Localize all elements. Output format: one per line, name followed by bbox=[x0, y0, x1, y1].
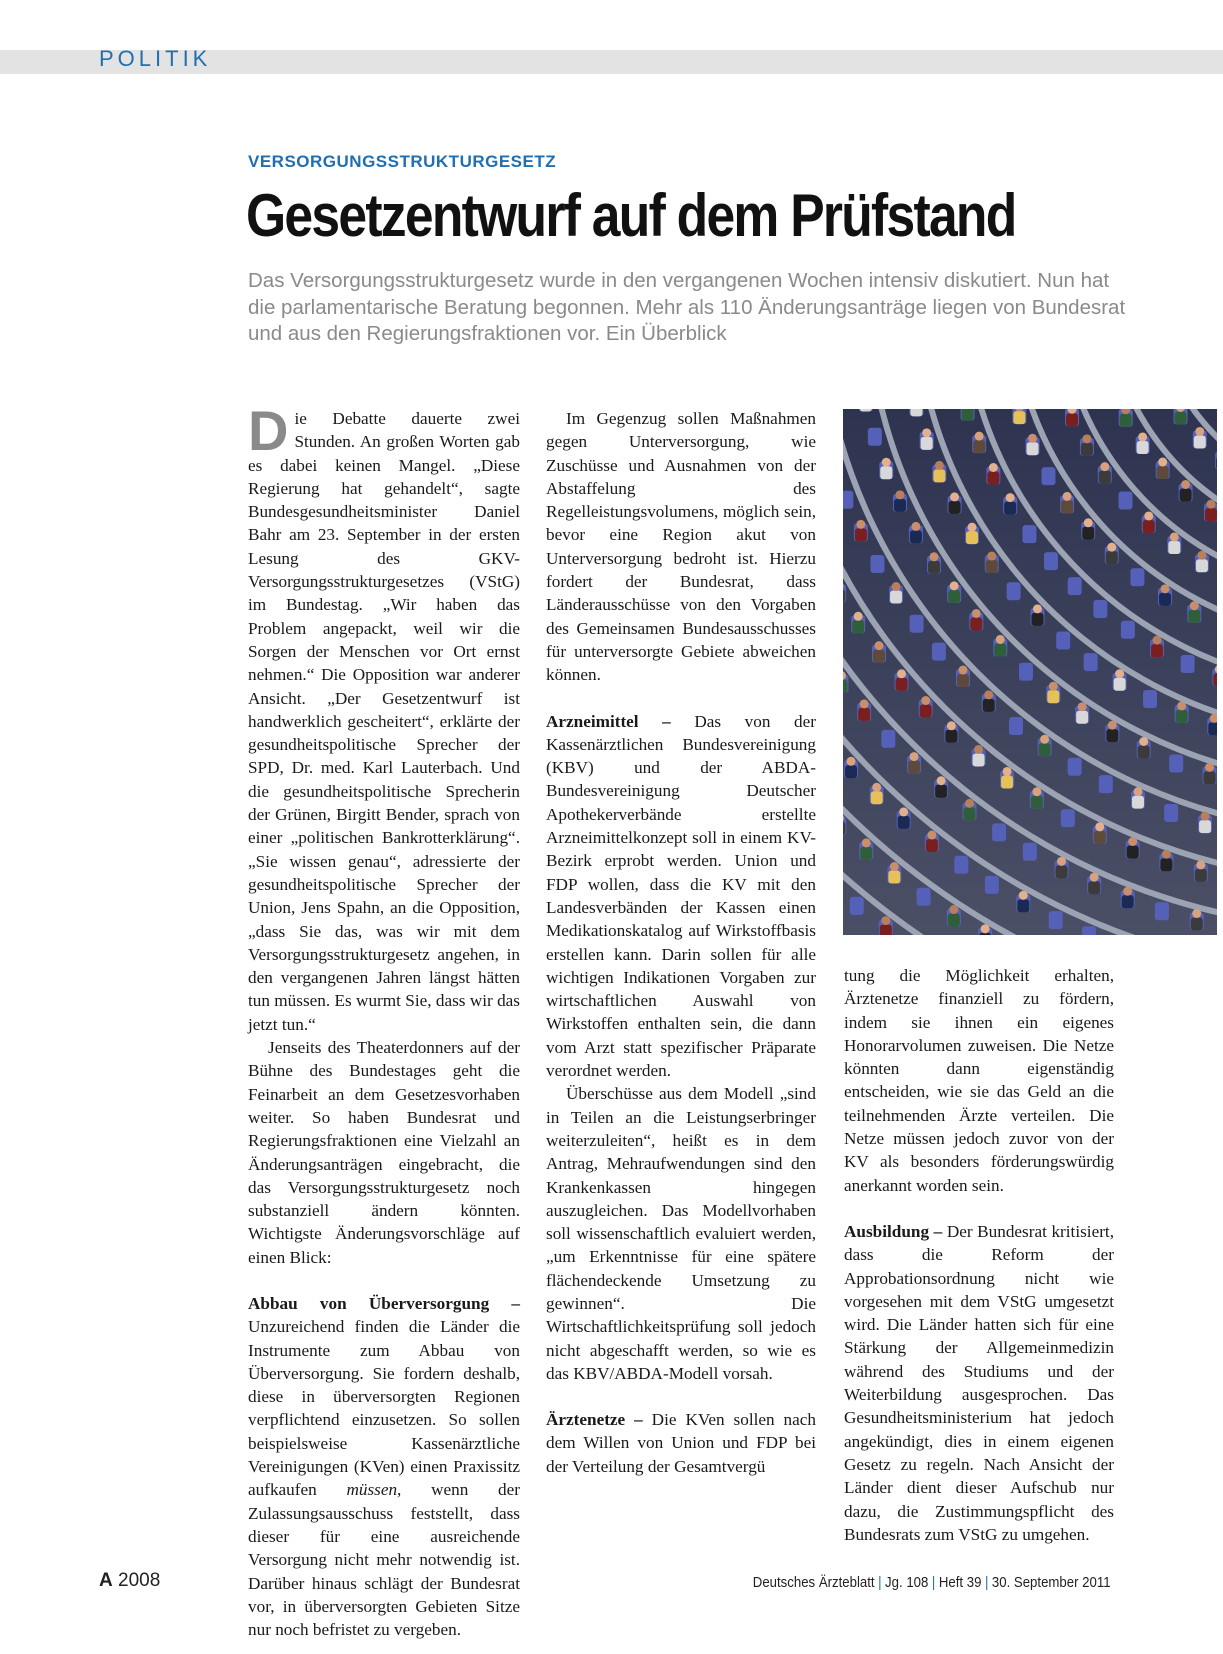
subhead-arzneimittel: Arzneimittel – bbox=[546, 711, 671, 731]
paragraph-8: Ausbildung – Der Bundesrat kritisiert, dass die Reform der Approbationsordnung nicht wie vorgesehen mit dem VStG umgesetzt wird. Die Länder hatten sich für eine Stärkung der Allgemeinmedizin während des Studiums und der Weiterbildung ausgesprochen. Das Gesundheitsministerium hat jedoch angekündigt, dies in einem eigenen Gesetz zu regeln. Nach Ansicht der Länder dient dieser Aufschub nur dazu, die Zustimmungspflicht des Bundesrats zum VStG zu umgehen. bbox=[844, 1221, 1114, 1544]
journal-issue: Heft 39 bbox=[939, 1574, 982, 1591]
paragraph-1: Die Debatte dauerte zwei Stunden. An großen Worten gab es dabei keinen Mangel. „Diese Regierung hat gehandelt“, sagte Bundesgesundheitsminister Daniel Bahr am 23. September in der ersten Lesung des GKV-Versorgungsstrukturgesetzes (VStG) im Bundestag. „Wir haben das Problem angepackt, weil wir die Sorgen der Menschen vor Ort ernst nehmen.“ Die Opposition war anderer Ansicht. „Der Gesetzentwurf ist handwerklich gescheitert“, erklärte der gesundheitspolitische Sprecher der SPD, Dr. med. Karl Lauterbach. Und die gesundheitspolitische Sprecherin der Grünen, Birgitt Bender, sprach von einer „politischen Bankrotterklärung“. „Sie wissen genau“, adressierte der gesundheitspolitische Sprecher der Union, Jens Spahn, an die Opposition, „dass Sie das, was wir mit dem Versorgungsstrukturgesetz angehen, in den vergangenen Jahren längst hätten tun müssen. Es wurmt Sie, dass wir das jetzt tun.“ bbox=[248, 399, 520, 1034]
bundestag-photo bbox=[843, 409, 1217, 935]
text-column-2 bbox=[546, 407, 816, 1478]
paragraph-5: Arzneimittel – Das von der Kassenärztlichen Bundesvereinigung (KBV) und der ABDA-Bundesvereinigung Deutscher Apothekerverbände erstellte Arzneimittelkonzept soll in einem KV-Bezirk erprobt werden. Union und FDP wollen, dass die KV mit den Landesverbänden der Kassen einen Medikationskatalog auf Wirkstoffbasis erstellen kann. Darin sollen für alle wichtigen Indikationen Vorgaben zur wirtschaftlichen Auswahl von Wirkstoffen enthalten sein, die dann vom Arzt statt spezifischer Präparate verordnet werden. bbox=[546, 711, 816, 1081]
journal-volume: Jg. 108 bbox=[885, 1574, 929, 1591]
paragraph-3: Abbau von Überversorgung – Unzureichend finden die Länder die Instrumente zum Abbau von Überversorgung. Sie fordern deshalb, diese in überversorgten Regionen verpflichtend einzusetzen. So sollen beispielsweise Kassenärztliche Vereinigungen (KVen) einen Praxissitz aufkaufen müssen, wenn der Zulassungsausschuss feststellt, dass dieser für eine ausreichende Versorgung nicht mehr notwendig ist. Darüber hinaus schlägt der Bundesrat vor, in überversorgten Gebieten Sitze nur noch befristet zu vergeben. bbox=[248, 1293, 520, 1640]
article-lead: Das Versorgungsstrukturgesetz wurde in den vergangenen Wochen intensiv diskutiert. Nun hat die parlamentarische Beratung begonnen. Mehr als 110 Änderungsanträge liegen von Bundesrat und aus den Regierungsfraktionen vor. Ein Überblick bbox=[248, 269, 1126, 345]
article-title: Gesetzentwurf auf dem Prüfstand bbox=[246, 182, 1016, 249]
drop-cap: D bbox=[248, 399, 289, 462]
paragraph-7: Ärztenetze – Die KVen sollen nach dem Willen von Union und FDP bei der Verteilung der Gesamtvergü bbox=[546, 1410, 816, 1476]
text-column-3 bbox=[844, 964, 1114, 1546]
text-column-1 bbox=[248, 399, 520, 1641]
journal-name: Deutsches Ärzteblatt bbox=[753, 1574, 876, 1591]
paragraph-7-continued: tung die Möglichkeit erhalten, Ärztenetze finanziell zu fördern, indem sie ihnen ein eigenes Honorarvolumen zuweisen. Die Netze könnten dann eigenständig entscheiden, wie sie das Geld an die teilnehmenden Ärzte verteilen. Die Netze müssen jedoch zuvor von der KV als besonders förderungswürdig anerkannt worden sein. bbox=[844, 966, 1114, 1195]
journal-info: Deutsches Ärzteblatt | Jg. 108 | Heft 39 | 30. September 2011 bbox=[753, 1574, 1111, 1591]
section-label: POLITIK bbox=[99, 46, 212, 71]
paragraph-4: Im Gegenzug sollen Maßnahmen gegen Unterversorgung, wie Zuschüsse und Ausnahmen von der Abstaffelung des Regelleistungsvolumens, möglich sein, bevor eine Region akut von Unterversorgung bedroht ist. Hierzu fordert der Bundesrat, dass Länderausschüsse von den Vorgaben des Gemeinsamen Bundesausschusses für unterversorgte Gebiete abweichen können. bbox=[546, 409, 816, 685]
page-number: A 2008 bbox=[99, 1570, 161, 1591]
subhead-aerztenetze: Ärztenetze – bbox=[546, 1410, 643, 1430]
journal-date: 30. September 2011 bbox=[992, 1574, 1111, 1591]
paragraph-6: Überschüsse aus dem Modell „sind in Teilen an die Leistungserbringer weiterzuleiten“, heißt es in dem Antrag, Mehraufwendungen sind den Krankenkassen hingegen auszugleichen. Das Modellvorhaben soll wissenschaftlich evaluiert werden, „um Erkenntnisse für eine spätere flächendeckende Umsetzung zu gewinnen“. Die Wirtschaftlichkeitsprüfung soll jedoch nicht abgeschafft werden, so wie es das KBV/ABDA-Modell vorsah. bbox=[546, 1084, 816, 1383]
bundestag-photo-illustration bbox=[843, 409, 1217, 935]
paragraph-2: Jenseits des Theaterdonners auf der Bühne des Bundestages geht die Feinarbeit an dem Gesetzesvorhaben weiter. So haben Bundesrat und Regierungsfraktionen eine Vielzahl an Änderungsanträgen eingebracht, die das Versorgungsstrukturgesetz noch substanziell ändern könnten. Wichtigste Änderungsvorschläge auf einen Blick: bbox=[248, 1038, 520, 1267]
subhead-ausbildung: Ausbildung – bbox=[844, 1221, 943, 1241]
subhead-ueberversorgung: Abbau von Überversorgung – bbox=[248, 1293, 520, 1313]
article-kicker: VERSORGUNGSSTRUKTURGESETZ bbox=[248, 152, 557, 171]
